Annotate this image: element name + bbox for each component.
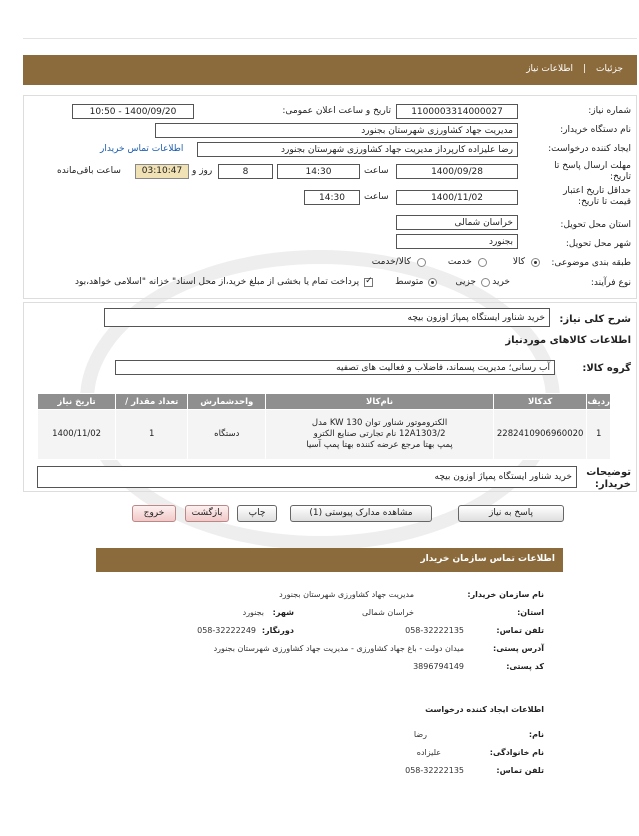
process-partial-label: جزیی [455,277,476,287]
col-qty: تعداد مقدار / [116,394,188,410]
creator-first-name-label: نام: [528,730,544,739]
city-field: بجنورد [396,234,518,249]
tab-need-info[interactable]: اطلاعات نیاز [526,64,573,74]
print-button[interactable]: چاپ [237,505,277,522]
reply-time-label: ساعت [364,166,389,176]
payment-checkbox[interactable] [364,278,373,287]
validity-time-label: ساعت [364,192,389,202]
process-medium-radio[interactable] [428,278,437,287]
cell-date: 1400/11/02 [38,410,116,460]
buyer-notes-field: خرید شناور ایستگاه پمپاژ اوزون بیچه [37,466,577,488]
tab-separator: | [582,64,587,74]
exit-button[interactable]: خروج [132,505,176,522]
contact-city-value: بجنورد [242,608,264,617]
process-radio-group [70,276,490,288]
category-both-label: کالا/خدمت [371,257,411,267]
col-row: ردیف [587,394,611,410]
category-radio-group [330,256,540,268]
province-label: استان محل تحویل: [560,220,631,230]
contact-header [96,548,563,572]
back-button[interactable]: بازگشت [185,505,229,522]
need-number-field: 1100003314000027 [396,104,518,119]
contact-fax-value: 058-32222249 [197,626,256,635]
validity-date-field: 1400/11/02 [396,190,518,205]
category-goods-label: کالا [512,257,525,267]
items-table [37,393,611,460]
contact-postal-value: 3896794149 [413,662,464,671]
announce-field: 1400/09/20 - 10:50 [72,104,194,119]
city-label: شهر محل تحویل: [565,239,631,249]
category-both-radio[interactable] [417,258,426,267]
col-code: کدکالا [493,394,587,410]
cell-qty: 1 [116,410,188,460]
col-date: تاریخ نیاز [38,394,116,410]
contact-phone-label: تلفن تماس: [496,626,544,635]
contact-province-label: استان: [517,608,544,617]
remaining-label: ساعت باقی‌مانده [57,166,121,176]
items-table-header [38,394,611,410]
creator-phone-label: تلفن تماس: [496,766,544,775]
creator-last-name-value: علیزاده [416,748,441,757]
announce-label: تاریخ و ساعت اعلان عمومی: [282,106,391,116]
contact-fax-label: دورنگار: [261,626,294,635]
top-divider [23,38,637,39]
process-buy-label: خرید [492,277,510,287]
contact-phone-value: 058-32222135 [405,626,464,635]
validity-time-field: 14:30 [304,190,360,205]
view-documents-button[interactable]: مشاهده مدارک پیوستی (1) [290,505,432,522]
goods-section-title: اطلاعات کالاهای موردنیاز [505,335,631,346]
reply-button[interactable]: پاسخ به نیاز [458,505,564,522]
tab-details[interactable]: جزئیات [596,64,623,74]
contact-org-value: مدیریت جهاد کشاورزی شهرستان بجنورد [279,590,414,599]
creator-first-name-value: رضا [413,730,427,739]
contact-address-value: میدان دولت - باغ جهاد کشاورزی - مدیریت جهاد کشاورزی شهرستان بجنورد [213,644,464,653]
contact-title: اطلاعات تماس سازمان خریدار [420,554,555,564]
need-number-label: شماره نیاز: [588,106,631,116]
creator-title: اطلاعات ایجاد کننده درخواست [425,705,544,714]
goods-group-label: گروه کالا: [582,363,631,374]
creator-phone-value: 058-32222135 [405,766,464,775]
cell-code: 2282410906960020 [493,410,587,460]
col-name: نام‌کالا [266,394,494,410]
cell-row: 1 [587,410,611,460]
payment-note: پرداخت تمام یا بخشی از مبلغ خرید،از محل اسناد" خزانه "اسلامی خواهد،بود [74,277,360,287]
days-field: 8 [218,164,273,179]
price-validity-label: حداقل تاریخ اعتبار قیمت تا تاریخ: [563,186,631,207]
category-service-label: خدمت [447,257,472,267]
table-row [38,410,611,460]
province-field: خراسان شمالی [396,215,518,230]
contact-postal-label: کد پستی: [506,662,544,671]
contact-province-value: خراسان شمالی [361,608,414,617]
process-medium-label: متوسط [395,277,424,287]
goods-group-field: آب رسانی؛ مدیریت پسماند، فاضلاب و فعالیت های تصفیه [115,360,555,375]
cell-unit: دستگاه [188,410,266,460]
countdown-timer: 03:10:47 [135,164,189,179]
category-label: طبقه بندی موضوعی: [551,258,631,268]
summary-field: خرید شناور ایستگاه پمپاژ اوزون بیچه [104,308,550,327]
reply-deadline-label: مهلت ارسال پاسخ تا تاریخ: [554,161,631,182]
buyer-notes-label: توضیحات خریدار: [586,467,631,490]
header-bar [23,55,637,85]
buyer-contact-link[interactable]: اطلاعات تماس خریدار [100,144,184,154]
contact-city-label: شهر: [272,608,294,617]
requester-field: رضا علیزاده کارپرداز مدیریت جهاد کشاورزی شهرستان بجنورد [197,142,518,157]
category-goods-radio[interactable] [531,258,540,267]
col-unit: واحدشمارش [188,394,266,410]
cell-name: الکتروموتور شناور توان 130 KW مدل 12A1303/2 نام تجارتی صنایع الکترو پمپ بهتا مرجع عرضه کننده بهتا پمپ آسیا [266,410,494,460]
contact-org-label: نام سازمان خریدار: [467,590,544,599]
category-service-radio[interactable] [478,258,487,267]
creator-last-name-label: نام خانوادگی: [489,748,544,757]
requester-label: ایجاد کننده درخواست: [548,144,631,154]
buyer-org-field: مدیریت جهاد کشاورزی شهرستان بجنورد [155,123,518,138]
process-partial-radio[interactable] [481,278,490,287]
summary-label: شرح کلی نیاز: [559,314,631,325]
reply-time-field: 14:30 [277,164,360,179]
buyer-org-label: نام دستگاه خریدار: [560,125,631,135]
days-label: روز و [192,166,213,176]
contact-address-label: آدرس پستی: [493,644,544,653]
reply-date-field: 1400/09/28 [396,164,518,179]
process-label: نوع فرآیند: [590,278,631,288]
